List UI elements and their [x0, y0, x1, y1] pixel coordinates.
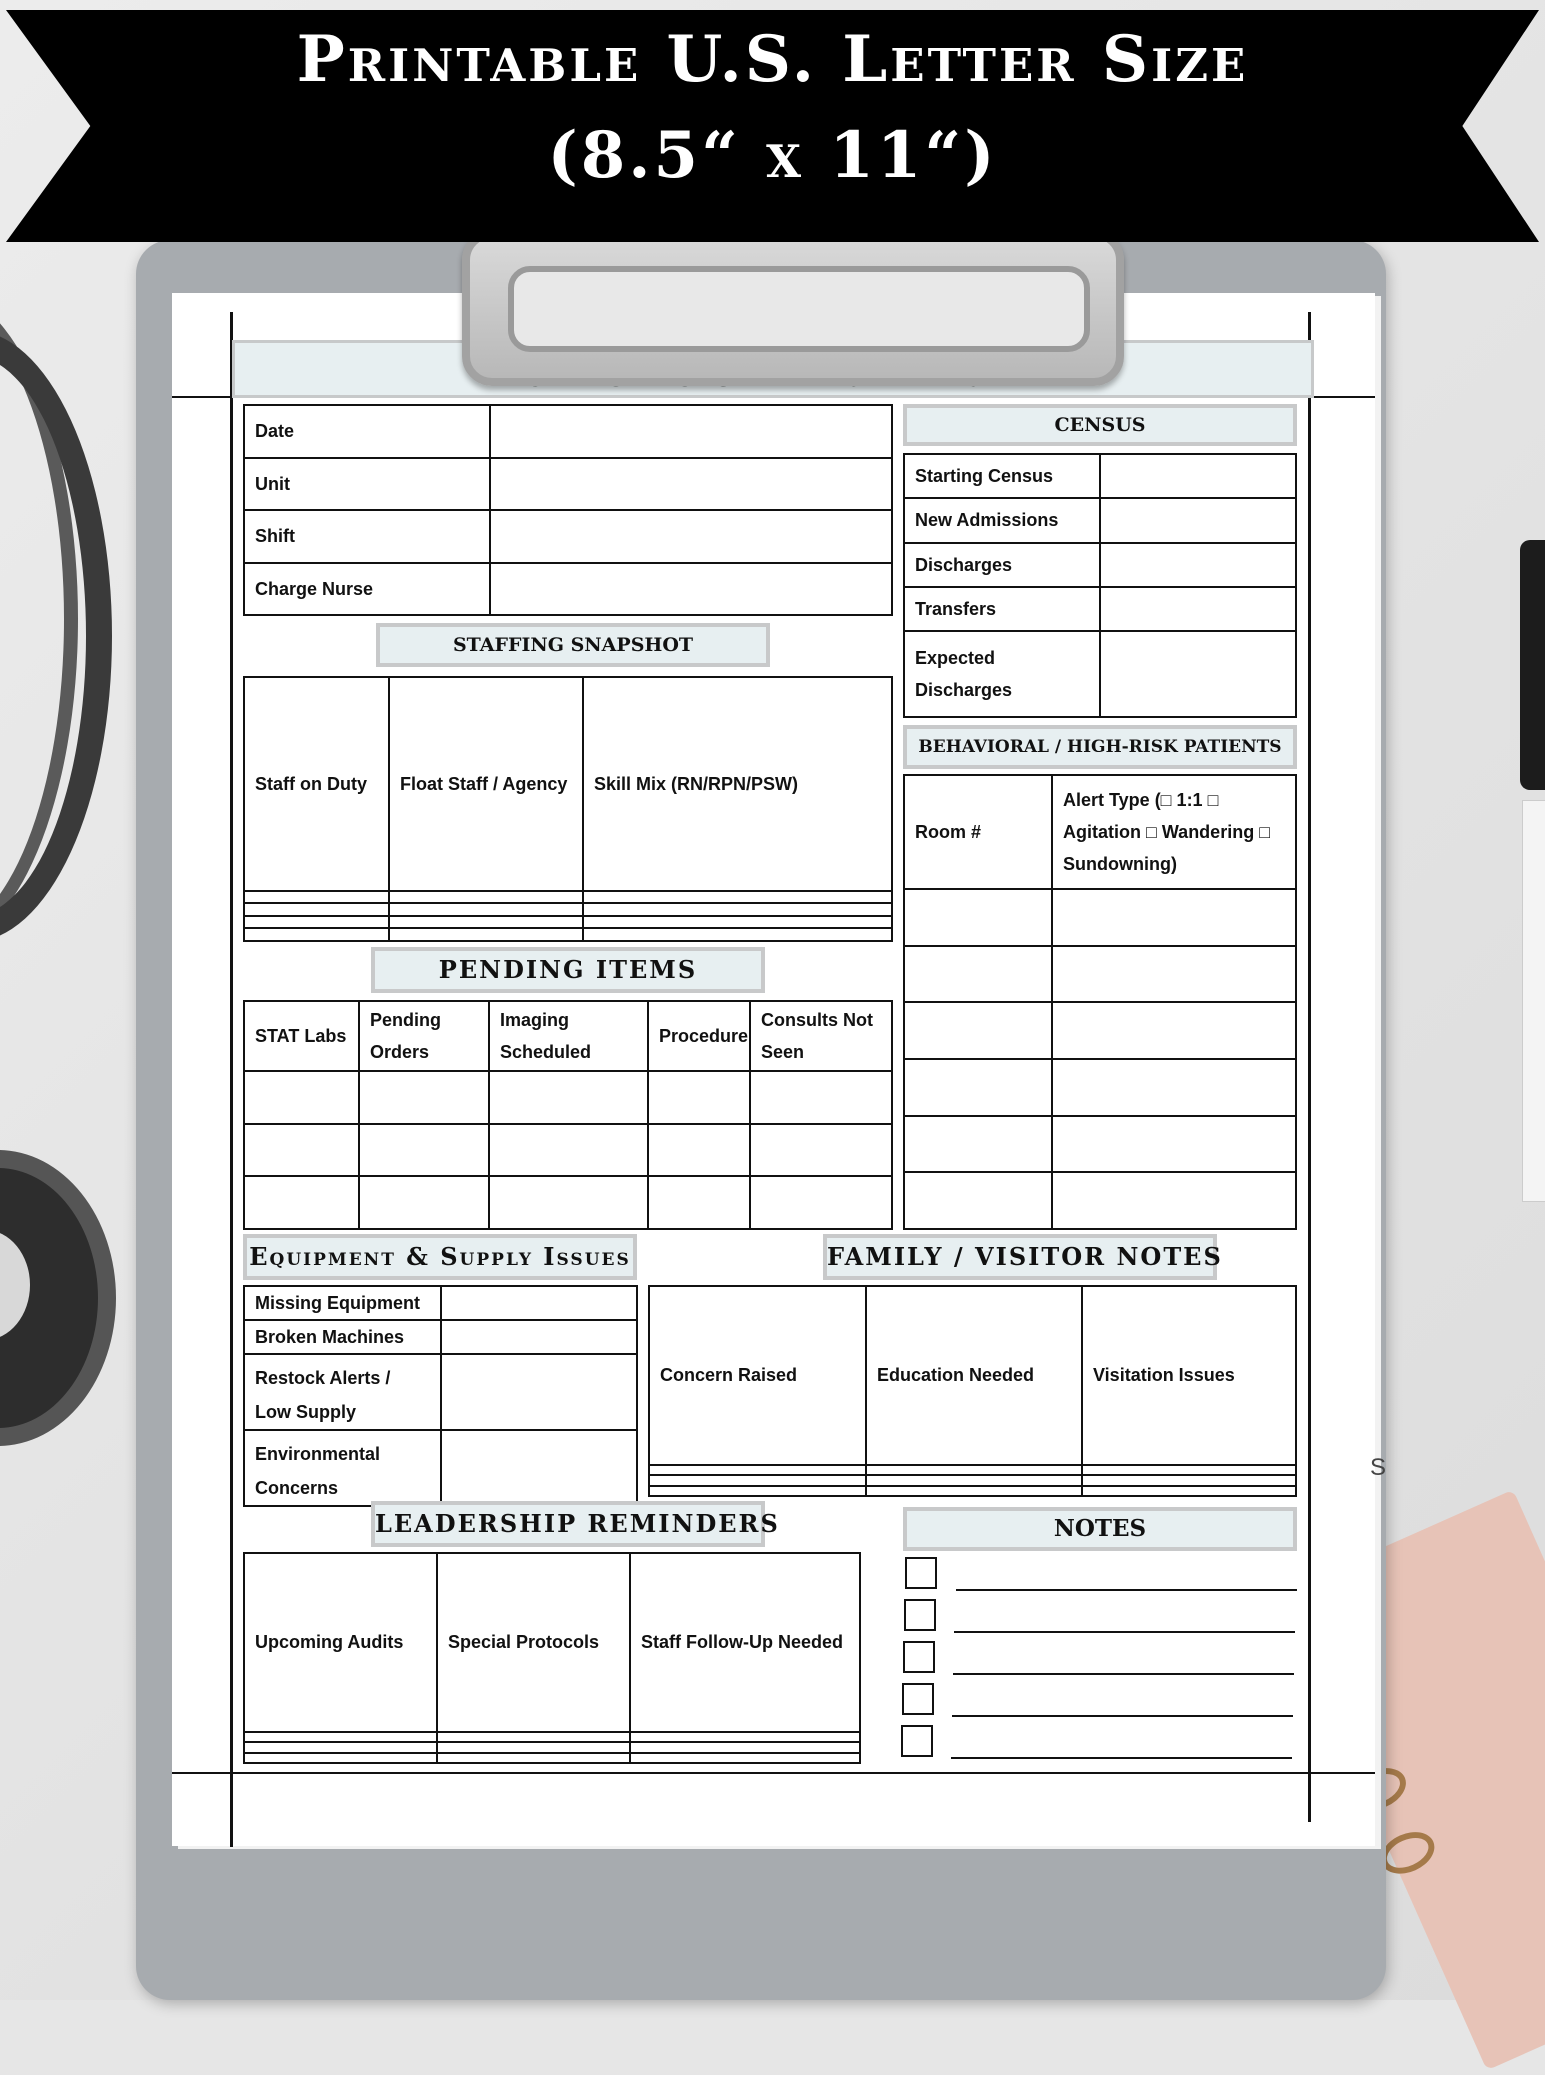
- leadership-col-header: Upcoming Audits: [244, 1553, 437, 1732]
- notes-line[interactable]: [956, 1589, 1297, 1591]
- census-label: Discharges: [904, 543, 1100, 587]
- family-col-header: Concern Raised: [649, 1286, 866, 1465]
- census-header: CENSUS: [903, 404, 1297, 446]
- pending-cell[interactable]: [359, 1071, 489, 1124]
- notes-line[interactable]: [952, 1715, 1293, 1717]
- info-input[interactable]: [490, 510, 892, 563]
- crop-line-left: [230, 312, 233, 1847]
- notes-checkbox[interactable]: [901, 1725, 933, 1757]
- behavioral-col-header: Room #: [904, 775, 1052, 889]
- behavioral-cell[interactable]: [904, 1002, 1052, 1059]
- behavioral-cell[interactable]: [1052, 889, 1296, 946]
- leadership-table: [243, 1552, 861, 1764]
- notes-line[interactable]: [953, 1673, 1294, 1675]
- staffing-col-header: Float Staff / Agency: [389, 677, 583, 891]
- census-input[interactable]: [1100, 543, 1296, 587]
- marker-body: [1522, 800, 1545, 1202]
- behavioral-cell[interactable]: [904, 946, 1052, 1003]
- info-table: [243, 404, 893, 616]
- staffing-cell[interactable]: [389, 891, 583, 904]
- staffing-col-header: Staff on Duty: [244, 677, 389, 891]
- behavioral-cell[interactable]: [904, 1116, 1052, 1173]
- staffing-cell[interactable]: [244, 928, 389, 941]
- family-cell[interactable]: [649, 1475, 866, 1486]
- behavioral-cell[interactable]: [1052, 1002, 1296, 1059]
- pending-cell[interactable]: [359, 1176, 489, 1229]
- staffing-cell[interactable]: [389, 928, 583, 941]
- staffing-header: STAFFING SNAPSHOT: [376, 623, 770, 667]
- census-label: Expected Discharges: [904, 631, 1100, 717]
- crop-line-bottom: [172, 1772, 1375, 1774]
- leadership-cell[interactable]: [437, 1753, 630, 1764]
- pending-col-header: Consults Not Seen: [750, 1001, 892, 1071]
- equipment-input[interactable]: [441, 1286, 637, 1320]
- banner-title: Printable U.S. Letter Size: [296, 22, 1249, 97]
- behavioral-cell[interactable]: [1052, 1116, 1296, 1173]
- staffing-cell[interactable]: [389, 916, 583, 929]
- family-cell[interactable]: [1082, 1486, 1296, 1497]
- family-header: FAMILY / VISITOR NOTES: [823, 1234, 1217, 1280]
- pending-cell[interactable]: [244, 1176, 359, 1229]
- leadership-header: LEADERSHIP REMINDERS: [371, 1501, 765, 1547]
- equipment-label: Broken Machines: [244, 1320, 441, 1354]
- notes-header: NOTES: [903, 1507, 1297, 1551]
- info-label: Charge Nurse: [244, 563, 490, 616]
- family-col-header: Visitation Issues: [1082, 1286, 1296, 1465]
- census-table: [903, 453, 1297, 718]
- equipment-header: Equipment & Supply Issues: [243, 1234, 637, 1280]
- staffing-cell[interactable]: [583, 891, 892, 904]
- behavioral-header: BEHAVIORAL / HIGH-RISK PATIENTS: [903, 725, 1297, 769]
- leadership-col-header: Staff Follow-Up Needed: [630, 1553, 860, 1732]
- info-input[interactable]: [490, 405, 892, 458]
- stray-character: S: [1370, 1454, 1387, 1481]
- family-cell[interactable]: [866, 1475, 1082, 1486]
- census-label: New Admissions: [904, 498, 1100, 542]
- pending-cell[interactable]: [648, 1176, 750, 1229]
- family-cell[interactable]: [649, 1465, 866, 1476]
- leadership-col-header: Special Protocols: [437, 1553, 630, 1732]
- behavioral-cell[interactable]: [904, 1172, 1052, 1229]
- pending-cell[interactable]: [489, 1071, 648, 1124]
- equipment-label: Restock Alerts / Low Supply: [244, 1354, 441, 1430]
- equipment-label: Missing Equipment: [244, 1286, 441, 1320]
- staffing-cell[interactable]: [389, 903, 583, 916]
- notes-checkbox[interactable]: [903, 1641, 935, 1673]
- leadership-cell[interactable]: [244, 1732, 437, 1743]
- pending-cell[interactable]: [750, 1176, 892, 1229]
- equipment-input[interactable]: [441, 1320, 637, 1354]
- pending-cell[interactable]: [750, 1071, 892, 1124]
- pending-header: PENDING ITEMS: [371, 947, 765, 993]
- notes-checkbox[interactable]: [902, 1683, 934, 1715]
- pending-col-header: Procedure: [648, 1001, 750, 1071]
- census-input[interactable]: [1100, 498, 1296, 542]
- behavioral-cell[interactable]: [1052, 1172, 1296, 1229]
- crop-line-right: [1308, 312, 1311, 1822]
- pending-cell[interactable]: [489, 1124, 648, 1177]
- info-label: Unit: [244, 458, 490, 511]
- pending-cell[interactable]: [489, 1176, 648, 1229]
- notes-line[interactable]: [951, 1757, 1292, 1759]
- behavioral-cell[interactable]: [1052, 1059, 1296, 1116]
- staffing-cell[interactable]: [244, 903, 389, 916]
- marker-cap: [1520, 540, 1545, 790]
- equipment-input[interactable]: [441, 1354, 637, 1430]
- staffing-cell[interactable]: [583, 903, 892, 916]
- staffing-cell[interactable]: [244, 891, 389, 904]
- info-input[interactable]: [490, 563, 892, 616]
- census-input[interactable]: [1100, 631, 1296, 717]
- family-cell[interactable]: [866, 1465, 1082, 1476]
- notes-checkbox[interactable]: [905, 1557, 937, 1589]
- family-cell[interactable]: [1082, 1475, 1296, 1486]
- staffing-cell[interactable]: [583, 928, 892, 941]
- census-label: Starting Census: [904, 454, 1100, 498]
- notes-checkbox[interactable]: [904, 1599, 936, 1631]
- family-cell[interactable]: [1082, 1465, 1296, 1476]
- leadership-cell[interactable]: [244, 1753, 437, 1764]
- behavioral-col-header: Alert Type (□ 1:1 □ Agitation □ Wandering □ Sundowning): [1052, 775, 1296, 889]
- staffing-table: [243, 676, 893, 942]
- pending-cell[interactable]: [244, 1071, 359, 1124]
- behavioral-table: [903, 774, 1297, 1230]
- banner-subtitle: (8.5“ x 11“): [547, 118, 998, 193]
- census-input[interactable]: [1100, 587, 1296, 631]
- pending-cell[interactable]: [750, 1124, 892, 1177]
- staffing-cell[interactable]: [244, 916, 389, 929]
- pending-col-header: Pending Orders: [359, 1001, 489, 1071]
- pending-cell[interactable]: [648, 1124, 750, 1177]
- clipboard-clip: [462, 230, 1124, 386]
- family-col-header: Education Needed: [866, 1286, 1082, 1465]
- leadership-cell[interactable]: [630, 1732, 860, 1743]
- info-label: Date: [244, 405, 490, 458]
- info-input[interactable]: [490, 458, 892, 511]
- equipment-input[interactable]: [441, 1430, 637, 1506]
- pending-col-header: Imaging Scheduled: [489, 1001, 648, 1071]
- leadership-cell[interactable]: [630, 1753, 860, 1764]
- staffing-col-header: Skill Mix (RN/RPN/PSW): [583, 677, 892, 891]
- pending-cell[interactable]: [648, 1071, 750, 1124]
- leadership-cell[interactable]: [437, 1732, 630, 1743]
- behavioral-cell[interactable]: [904, 889, 1052, 946]
- pending-table: [243, 1000, 893, 1230]
- staffing-cell[interactable]: [583, 916, 892, 929]
- behavioral-cell[interactable]: [904, 1059, 1052, 1116]
- census-input[interactable]: [1100, 454, 1296, 498]
- equipment-label: Environmental Concerns: [244, 1430, 441, 1506]
- equipment-table: [243, 1285, 638, 1507]
- pending-col-header: STAT Labs: [244, 1001, 359, 1071]
- family-table: [648, 1285, 1297, 1497]
- leadership-cell[interactable]: [437, 1742, 630, 1753]
- leadership-cell[interactable]: [630, 1742, 860, 1753]
- info-label: Shift: [244, 510, 490, 563]
- census-label: Transfers: [904, 587, 1100, 631]
- leadership-cell[interactable]: [244, 1742, 437, 1753]
- family-cell[interactable]: [649, 1486, 866, 1497]
- pending-cell[interactable]: [244, 1124, 359, 1177]
- behavioral-cell[interactable]: [1052, 946, 1296, 1003]
- notes-line[interactable]: [954, 1631, 1295, 1633]
- family-cell[interactable]: [866, 1486, 1082, 1497]
- pending-cell[interactable]: [359, 1124, 489, 1177]
- clip-handle: [508, 266, 1090, 352]
